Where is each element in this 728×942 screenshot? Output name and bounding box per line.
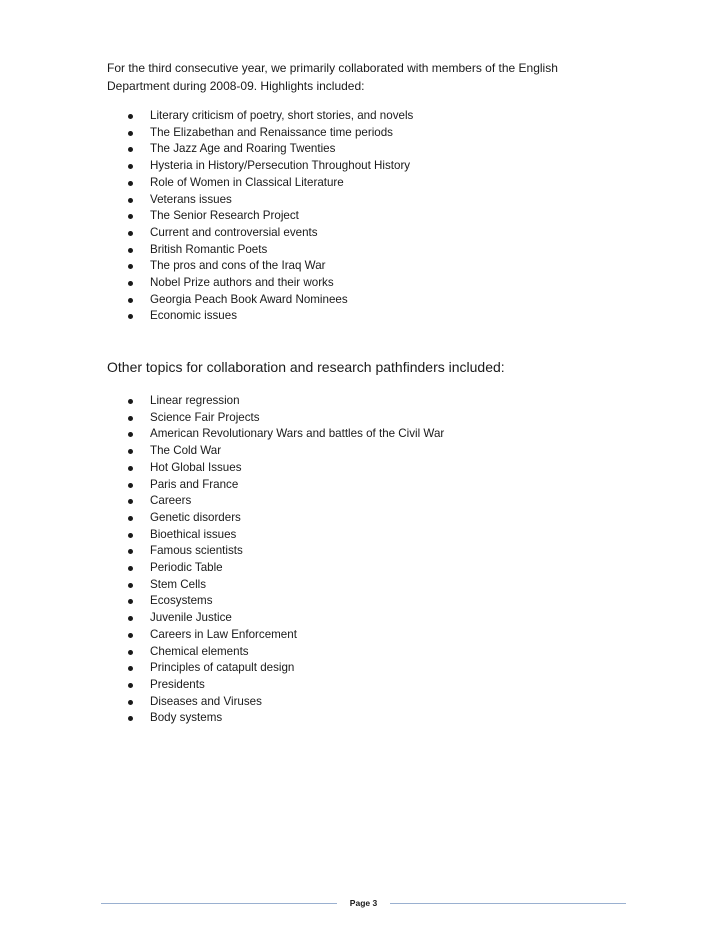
list-item: Ecosystems <box>150 593 444 610</box>
list-item: Role of Women in Classical Literature <box>150 175 413 192</box>
list-item: Principles of catapult design <box>150 660 444 677</box>
list-item: Juvenile Justice <box>150 610 444 627</box>
list-item: Stem Cells <box>150 577 444 594</box>
list-item: Nobel Prize authors and their works <box>150 275 413 292</box>
intro-paragraph <box>107 59 627 95</box>
list-item: Periodic Table <box>150 560 444 577</box>
list-item: Veterans issues <box>150 192 413 209</box>
footer-rule-left <box>101 903 337 904</box>
list-item: Bioethical issues <box>150 527 444 544</box>
list-item: Careers in Law Enforcement <box>150 627 444 644</box>
list-item: Hot Global Issues <box>150 460 444 477</box>
list-item: Current and controversial events <box>150 225 413 242</box>
other-topics-heading: Other topics for collaboration and research pathfinders included: <box>107 359 505 375</box>
list-item: The Cold War <box>150 443 444 460</box>
list-item: Careers <box>150 493 444 510</box>
page-number: Page 3 <box>349 898 378 908</box>
other-topics-list <box>150 393 444 727</box>
list-item: Genetic disorders <box>150 510 444 527</box>
list-item: The Jazz Age and Roaring Twenties <box>150 141 413 158</box>
list-item: Science Fair Projects <box>150 410 444 427</box>
list-item: American Revolutionary Wars and battles of the Civil War <box>150 426 444 443</box>
list-item: Hysteria in History/Persecution Throughout History <box>150 158 413 175</box>
list-item: British Romantic Poets <box>150 242 413 259</box>
list-item: Economic issues <box>150 308 413 325</box>
footer-rule-right <box>390 903 626 904</box>
list-item: The pros and cons of the Iraq War <box>150 258 413 275</box>
intro-line-2: Department during 2008-09. Highlights included: <box>107 79 365 93</box>
highlights-list <box>150 108 413 325</box>
list-item: Georgia Peach Book Award Nominees <box>150 292 413 309</box>
list-item: The Elizabethan and Renaissance time periods <box>150 125 413 142</box>
list-item: Linear regression <box>150 393 444 410</box>
list-item: Literary criticism of poetry, short stories, and novels <box>150 108 413 125</box>
list-item: The Senior Research Project <box>150 208 413 225</box>
list-item: Presidents <box>150 677 444 694</box>
list-item: Famous scientists <box>150 543 444 560</box>
list-item: Body systems <box>150 710 444 727</box>
intro-line-1: For the third consecutive year, we primarily collaborated with members of the English <box>107 61 558 75</box>
list-item: Paris and France <box>150 477 444 494</box>
list-item: Chemical elements <box>150 644 444 661</box>
list-item: Diseases and Viruses <box>150 694 444 711</box>
